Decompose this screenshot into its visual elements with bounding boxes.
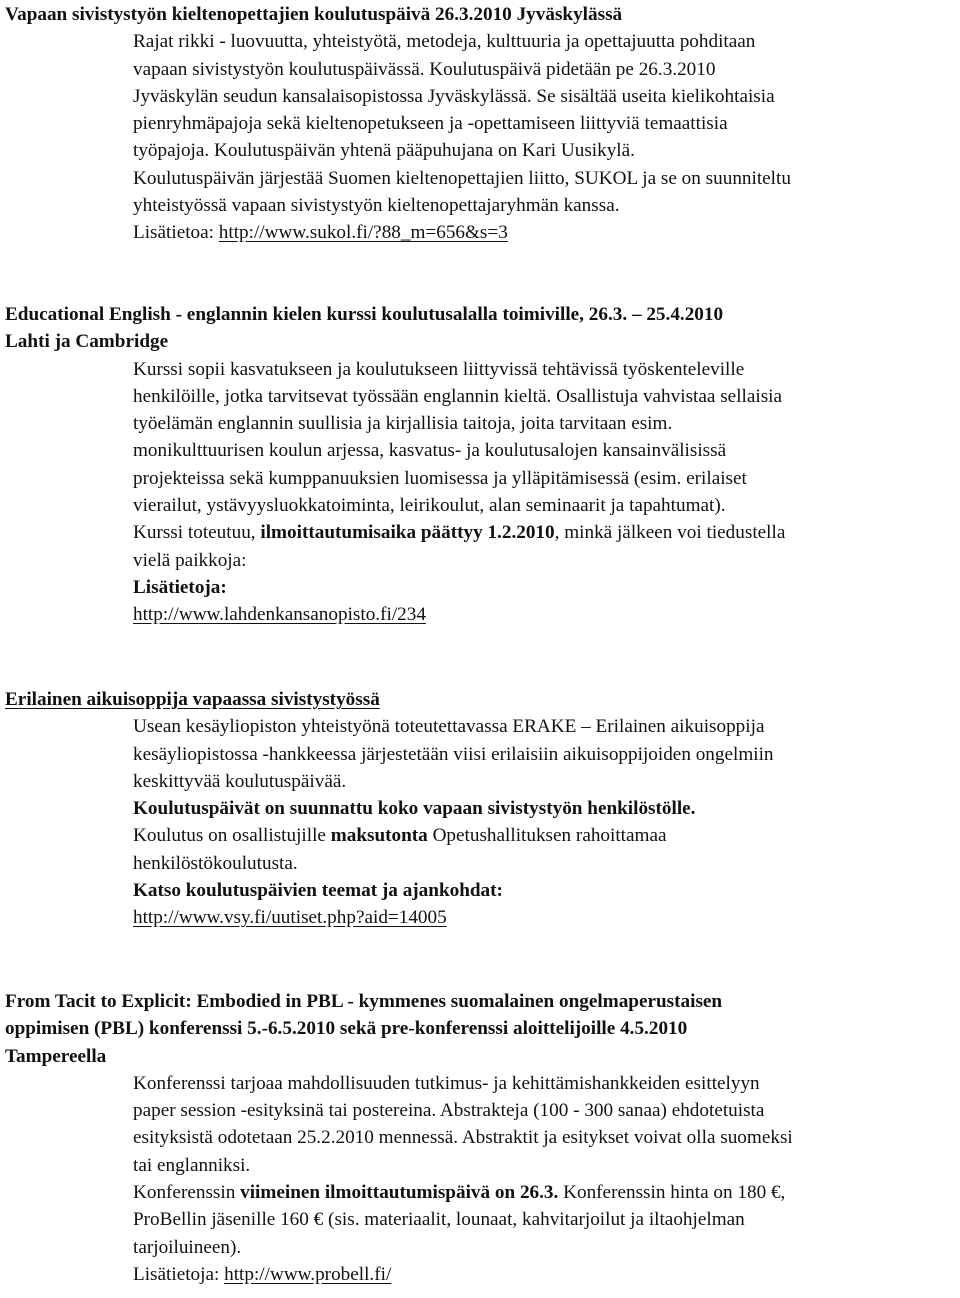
lahdenkansanopisto-link[interactable]: http://www.lahdenkansanopisto.fi/234 [133, 604, 426, 626]
bold-text: viimeinen ilmoittautumispäivä on 26.3. [240, 1182, 559, 1204]
paragraph-line: työpajoja. Koulutuspäivän yhtenä pääpuhujana on Kari Uusikylä. [133, 140, 635, 162]
text-span: , minkä jälkeen voi tiedustella [554, 522, 786, 544]
info-line [133, 601, 785, 628]
paragraph-line: tai englanniksi. [133, 1154, 251, 1176]
section-body [133, 1070, 793, 1288]
paragraph-line: Jyväskylän seudun kansalaisopistossa Jyväskylässä. Se sisältää useita kielikohtaisia [133, 85, 775, 107]
paragraph-line: Konferenssi tarjoaa mahdollisuuden tutkimus- ja kehittämishankkeiden esittelyyn [133, 1072, 760, 1094]
paragraph-line: Katso koulutuspäivien teemat ja ajankohdat: [133, 880, 503, 902]
paragraph-line: esityksistä odotetaan 25.2.2010 mennessä. Abstraktit ja esitykset voivat olla suomeksi [133, 1127, 793, 1149]
paragraph-line: Kurssi sopii kasvatukseen ja koulutukseen liittyvissä tehtävissä työskenteleville [133, 358, 745, 380]
section-educational-english [4, 301, 785, 629]
section-erilainen-aikuisoppija [4, 686, 774, 932]
paragraph-line: Usean kesäyliopiston yhteistyönä toteutettavassa ERAKE – Erilainen aikuisoppija [133, 716, 765, 738]
section-title: Vapaan sivistystyön kieltenopettajien koulutuspäivä 26.3.2010 Jyväskylässä [5, 4, 623, 25]
paragraph-line: vierailut, ystävyysluokkatoiminta, leirikoulut, alan seminaarit ja tapahtumat). [133, 495, 726, 517]
info-line [133, 904, 774, 931]
paragraph-line: keskittyvää koulutuspäivää. [133, 770, 347, 792]
text-span: Kurssi toteutuu, [133, 522, 261, 544]
text-span: Konferenssin [133, 1182, 241, 1204]
text-span: Konferenssin hinta on 180 €, [558, 1182, 786, 1204]
section-pbl-konferenssi [4, 988, 793, 1288]
section-body [133, 28, 791, 246]
section-title-line: Lahti ja Cambridge [5, 331, 169, 353]
section-title-line: Educational English - englannin kielen kurssi koulutusalalla toimiville, 26.3. – 25.4.2010 [5, 304, 724, 325]
paragraph-line: pienryhmäpajoja sekä kieltenopetukseen ja -opettamiseen liittyviä temaattisia [133, 113, 728, 135]
paragraph-line: monikulttuurisen koulun arjessa, kasvatus- ja koulutusalojen kansainvälisissä [133, 440, 727, 462]
paragraph-line: Koulutuspäivät on suunnattu koko vapaan sivistystyön henkilöstölle. [133, 798, 696, 820]
section-body [133, 713, 774, 931]
section-title [4, 301, 785, 356]
section-title [4, 988, 793, 1070]
paragraph-line: Rajat rikki - luovuutta, yhteistyötä, metodeja, kulttuuria ja opettajuutta pohditaan [133, 31, 756, 53]
info-line [133, 219, 791, 246]
section-body [133, 356, 785, 629]
text-span: Opetushallituksen rahoittamaa [427, 825, 667, 847]
sukol-link[interactable]: http://www.sukol.fi/?88_m=656&s=3 [218, 222, 508, 244]
text-span: Koulutus on osallistujille [133, 825, 331, 847]
bold-text: ilmoittautumisaika päättyy 1.2.2010 [260, 522, 555, 544]
info-label: Lisätietoja: [133, 1263, 225, 1285]
paragraph-line: ProBellin jäsenille 160 € (sis. materiaalit, lounaat, kahvitarjoilut ja iltaohjelman [133, 1209, 745, 1231]
section-title-line: Tampereella [5, 1045, 107, 1067]
paragraph-line: Koulutuspäivän järjestää Suomen kieltenopettajien liitto, SUKOL ja se on suunniteltu [133, 167, 791, 189]
paragraph-line: tarjoiluineen). [133, 1236, 242, 1258]
info-label: Lisätietoja: [133, 576, 227, 598]
paragraph-line: vapaan sivistystyön koulutuspäivässä. Koulutuspäivä pidetään pe 26.3.2010 [133, 58, 716, 80]
paragraph-line: kesäyliopistossa -hankkeessa järjestetään viisi erilaisiin aikuisoppijoiden ongelmiin [133, 743, 774, 765]
section-title-line: oppimisen (PBL) konferenssi 5.-6.5.2010 sekä pre-konferenssi aloittelijoille 4.5.2010 [5, 1018, 688, 1040]
paragraph-line: paper session -esityksinä tai postereina. Abstrakteja (100 - 300 sanaa) ehdotetuista [133, 1100, 765, 1122]
section-title: Erilainen aikuisoppija vapaassa sivistystyössä [5, 689, 380, 710]
paragraph-line: yhteistyössä vapaan sivistystyön kieltenopettajaryhmän kanssa. [133, 195, 620, 217]
paragraph-line [133, 1179, 793, 1206]
section-kieltenopettajien-koulutuspaiva [4, 1, 791, 247]
vsy-link[interactable]: http://www.vsy.fi/uutiset.php?aid=14005 [133, 907, 447, 929]
paragraph-line: vielä paikkoja: [133, 549, 247, 571]
paragraph-line: henkilöille, jotka tarvitsevat työssään englannin kieltä. Osallistuja vahvistaa sellaisia [133, 385, 783, 407]
paragraph-line: projekteissa sekä kumppanuuksien luomisessa ja ylläpitämisessä (esim. erilaiset [133, 467, 747, 489]
probell-link[interactable]: http://www.probell.fi/ [224, 1263, 392, 1285]
paragraph-line: työelämän englannin suullisia ja kirjallisia taitoja, joita tarvitaan esim. [133, 413, 673, 435]
info-label: Lisätietoa: [133, 222, 214, 244]
paragraph-line [133, 519, 785, 546]
paragraph-line: henkilöstökoulutusta. [133, 852, 298, 874]
info-line [133, 1261, 793, 1288]
section-title-line: From Tacit to Explicit: Embodied in PBL - kymmenes suomalainen ongelmaperustaisen [5, 991, 723, 1012]
bold-text: maksutonta [330, 825, 428, 847]
paragraph-line [133, 822, 774, 849]
